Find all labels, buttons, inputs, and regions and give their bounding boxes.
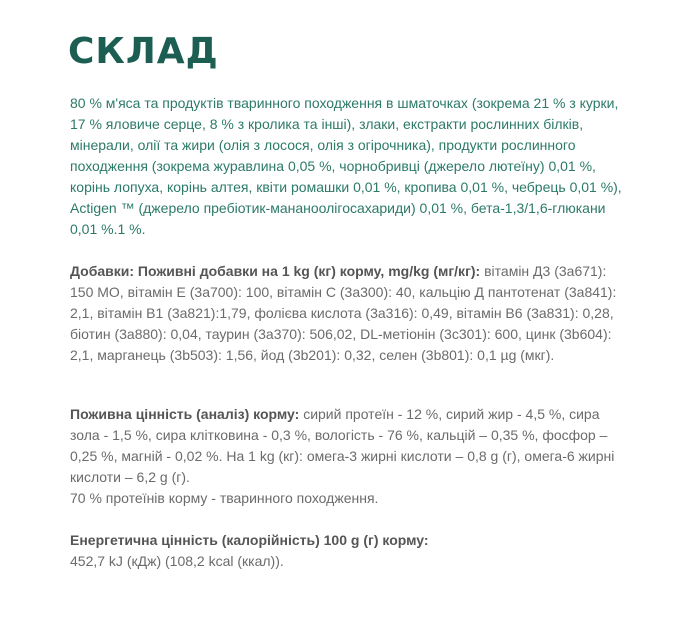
nutrition-text: сирий протеїн - 12 %, сирий жир - 4,5 %, сира зола - 1,5 %, сира клітковина - 0,3 %, вологість - 76 %, кальцій – 0,35 %, фосфор – 0,25 %, магній - 0,02 %. На 1 kg (кг): омега-3 жирні кислоти – 0,8 g (г), омега-6 жирні кислоти – 6,2 g (г).	[70, 406, 615, 485]
additives-label: Добавки: Поживні добавки на 1 kg (кг) корму, mg/kg (мг/кг):	[70, 263, 481, 279]
composition-text: 80 % м'яса та продуктів тваринного походження в шматочках (зокрема 21 % з курки, 17 % яловиче серце, 8 % з кролика та інші), злаки, екстракти рослинних білків, мінерали, олії та жири (олія з лосося, олія з огірочника), продукти рослинного походження (зокрема журавлина 0,05 %, чорнобривці (джерело лютеїну) 0,01 %, корінь лопуха, корінь алтея, квіти ромашки 0,01 %, кропива 0,01 %, чебрець 0,01 %), Actigen ™ (джерело пребіотик-мананоолігосахариди) 0,01 %, бета-1,3/1,6-глюкани 0,01 %.1 %.	[70, 95, 622, 237]
energy-section	[70, 530, 630, 572]
nutrition-label: Поживна цінність (аналіз) корму:	[70, 406, 300, 422]
additives-text: вітамін Д3 (3а671): 150 МО, вітамін Е (3а700): 100, вітамін С (3а300): 40, кальцію Д пантотенат (3а841): 2,1, вітамін В1 (3а821):1,79, фолієва кислота (3а316): 0,49, вітамін В6 (3а831): 0,28, біотин (3а880): 0,04, таурин (3а370): 506,02, DL-метіонін (3с301): 600, цинк (3b604): 2,1, марганець (3b503): 1,56, йод (3b201): 0,32, селен (3b801): 0,1 µg (мкг).	[70, 263, 617, 363]
additives-section	[70, 261, 630, 366]
page-title: СКЛАД	[68, 31, 219, 72]
energy-text: 452,7 kJ (кДж) (108,2 kcal (ккал)).	[70, 553, 284, 569]
nutrition-section	[70, 404, 630, 509]
nutrition-note: 70 % протеїнів корму - тваринного походження.	[70, 490, 379, 506]
energy-label: Енергетична цінність (калорійність) 100 g (г) корму:	[70, 532, 429, 548]
